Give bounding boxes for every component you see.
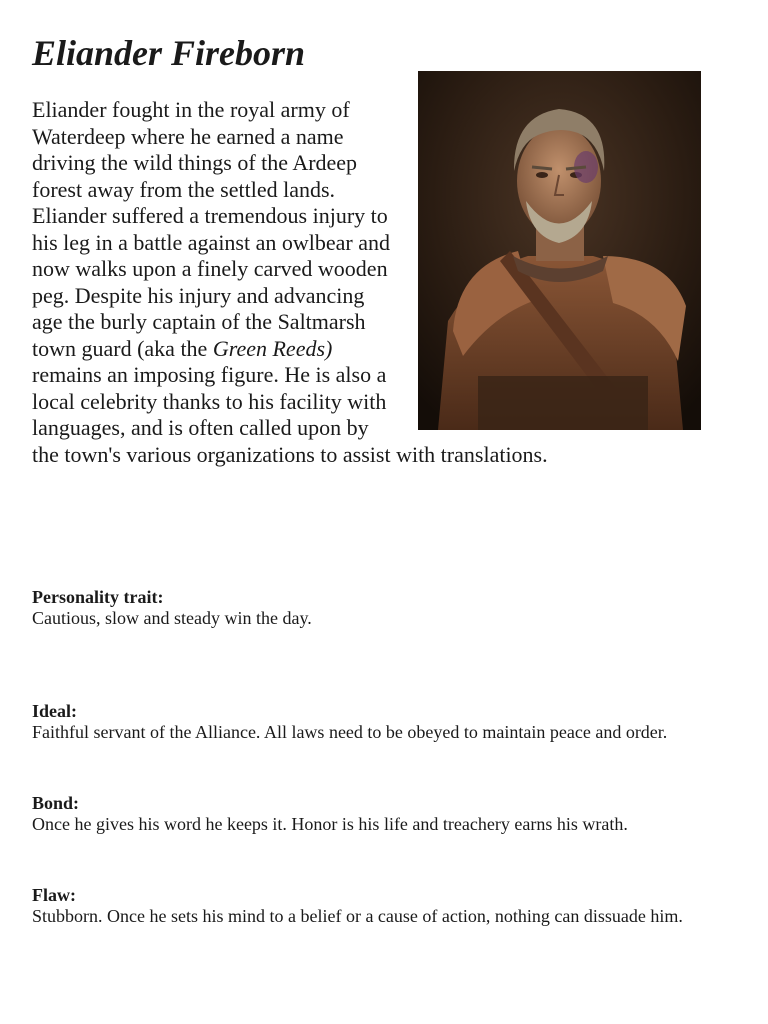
bond-text: Once he gives his word he keeps it. Honor is his life and treachery earns his wrath.: [32, 814, 628, 834]
flaw-text: Stubborn. Once he sets his mind to a belief or a cause of action, nothing can dissuade him.: [32, 906, 683, 926]
ideal-label: Ideal:: [32, 701, 77, 721]
faction-name: Green Reeds): [212, 335, 333, 361]
ideal-section: [32, 701, 667, 743]
bio-line: [32, 336, 548, 363]
personality-trait-text: Cautious, slow and steady win the day.: [32, 608, 312, 628]
bio-line: Waterdeep where he earned a name: [32, 123, 344, 149]
bio-line: forest away from the settled lands.: [32, 176, 336, 202]
ideal-text: Faithful servant of the Alliance. All laws need to be obeyed to maintain peace and order.: [32, 722, 668, 742]
bond-label: Bond:: [32, 793, 80, 813]
bio-line: now walks upon a finely carved wooden: [32, 256, 388, 281]
bio-line: the town's various organizations to assist with translations.: [32, 441, 548, 467]
bio-text-fragment: town guard (aka the: [32, 335, 213, 361]
bio-line: remains an imposing figure. He is also a: [32, 362, 387, 387]
bio-line: driving the wild things of the Ardeep: [32, 150, 358, 175]
brow-right: [566, 167, 586, 169]
bond-section: [32, 793, 628, 835]
bio-line: Eliander suffered a tremendous injury to: [32, 203, 388, 228]
bio-line: age the burly captain of the Saltmarsh: [32, 309, 366, 334]
personality-trait-section: [32, 587, 312, 629]
bio-line: local celebrity thanks to his facility with: [32, 388, 387, 414]
bio-line: Eliander fought in the royal army of: [32, 97, 350, 122]
bio-line: peg. Despite his injury and advancing: [32, 282, 365, 308]
personality-trait-label: Personality trait:: [32, 587, 164, 607]
page-title: Eliander Fireborn: [32, 33, 306, 73]
bio-line: languages, and is often called upon by: [32, 415, 369, 440]
flaw-label: Flaw:: [32, 885, 76, 905]
character-biography: [32, 97, 548, 468]
flaw-section: [32, 885, 683, 927]
bio-line: his leg in a battle against an owlbear and: [32, 229, 390, 255]
